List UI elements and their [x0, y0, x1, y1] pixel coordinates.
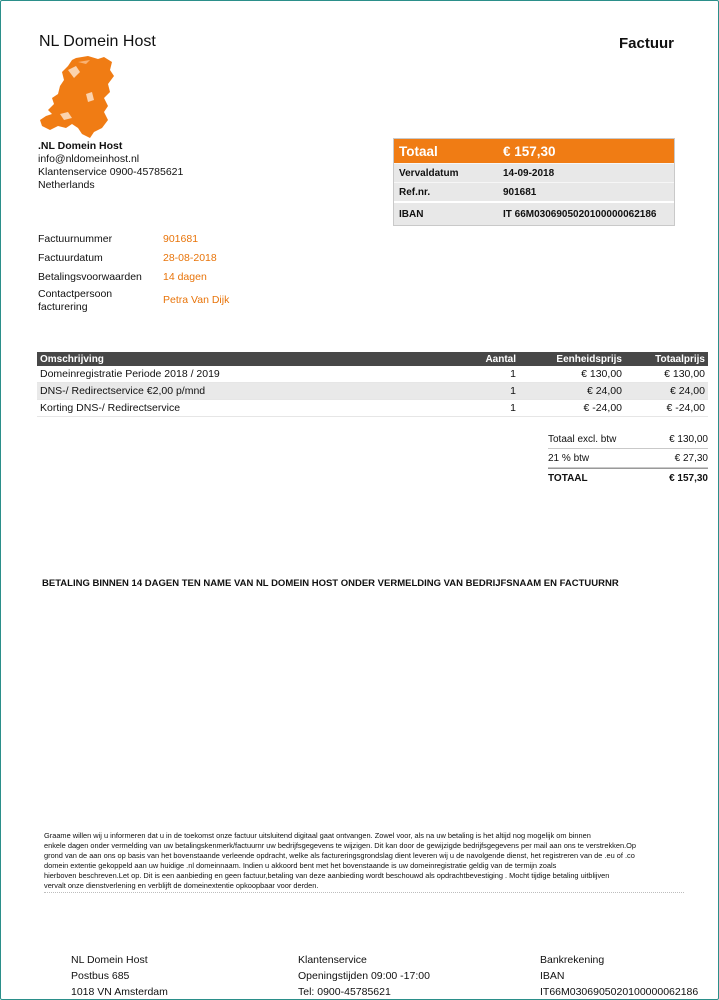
footer-text: Bankrekening: [540, 954, 605, 966]
col-unit-price: Eenheidsprijs: [519, 352, 625, 366]
payment-terms-value: 14 dagen: [163, 271, 207, 283]
footer-text: IT66M0306905020100000062186: [540, 986, 699, 998]
totals-block: [548, 430, 708, 487]
sender-address: [38, 140, 183, 192]
footer-text: Postbus 685: [71, 970, 130, 982]
vat-value: € 27,30: [674, 452, 708, 464]
total-label: Totaal: [399, 143, 438, 159]
footer-text: Tel: 0900-45785621: [298, 986, 391, 998]
total-header: [394, 139, 674, 163]
company-name: NL Domein Host: [39, 33, 156, 50]
footer-text: 1018 VN Amsterdam: [71, 986, 168, 998]
summary-row: [394, 201, 674, 225]
line-items-table: [37, 352, 708, 417]
item-description: Korting DNS-/ Redirectservice: [37, 400, 463, 417]
netherlands-map-icon: [38, 54, 122, 138]
footer-text: Openingstijden 09:00 -17:00: [298, 970, 430, 982]
table-row: [37, 366, 708, 383]
due-date-value: 14-09-2018: [503, 167, 555, 179]
item-description: DNS-/ Redirectservice €2,00 p/mnd: [37, 383, 463, 400]
payment-terms-label: Betalingsvoorwaarden: [38, 271, 142, 283]
col-description: Omschrijving: [37, 352, 463, 366]
item-total: € 130,00: [625, 366, 708, 383]
payment-notice: BETALING BINNEN 14 DAGEN TEN NAME VAN NL DOMEIN HOST ONDER VERMELDING VAN BEDRIJFSNAAM EN FACTUURNR: [42, 578, 619, 589]
item-unit-price: € -24,00: [519, 400, 625, 417]
sender-country: Netherlands: [38, 179, 95, 191]
ref-label: Ref.nr.: [399, 186, 431, 198]
item-quantity: 1: [463, 383, 519, 400]
item-total: € -24,00: [625, 400, 708, 417]
contact-label: Contactpersoon facturering: [38, 288, 113, 313]
item-quantity: 1: [463, 400, 519, 417]
contact-value: Petra Van Dijk: [163, 294, 230, 306]
document-title: Factuur: [618, 35, 674, 52]
divider: [44, 892, 684, 893]
footer-bank: [540, 952, 698, 1000]
subtotal-label: Totaal excl. btw: [548, 433, 617, 445]
fine-print-line: grond van de aan ons op basis van het bovenstaande verleende opdracht, welke als factureringsgrondslag dient leveren wij u de navolgende dienst, het registreren van de .eu of .co: [44, 851, 635, 861]
iban-value: IT 66M0306905020100000062186: [503, 208, 657, 220]
grand-total-value: € 157,30: [669, 472, 708, 484]
sender-service: Klantenservice 0900-45785621: [38, 166, 184, 178]
iban-label: IBAN: [399, 208, 424, 220]
invoice-date-value: 28-08-2018: [163, 252, 217, 264]
table-row: [37, 383, 708, 400]
due-date-label: Vervaldatum: [399, 167, 459, 179]
invoice-number-value: 901681: [163, 233, 199, 245]
footer-text: Klantenservice: [298, 954, 367, 966]
footer-text: NL Domein Host: [71, 954, 148, 966]
summary-row: [394, 163, 674, 182]
item-description: Domeinregistratie Periode 2018 / 2019: [37, 366, 463, 383]
invoice-summary-box: [393, 138, 675, 226]
invoice-date-label: Factuurdatum: [38, 252, 103, 264]
sender-name: .NL Domein Host: [38, 140, 123, 152]
fine-print-line: enkele dagen onder vermelding van uw betalingskenmerk/factuurnr uw bedrijfsgegevens te wijzigen. Dit kan door de gewijzigde bedrijfsgegevens per mail aan ons te verstrekken.Op: [44, 841, 636, 851]
col-total-price: Totaalprijs: [625, 352, 708, 366]
fine-print: [44, 831, 694, 892]
invoice-number-label: Factuurnummer: [38, 233, 113, 245]
item-total: € 24,00: [625, 383, 708, 400]
item-quantity: 1: [463, 366, 519, 383]
subtotal-row: [548, 430, 708, 449]
total-value: € 157,30: [503, 143, 556, 159]
grand-total-label: TOTAAL: [548, 472, 588, 484]
footer-text: IBAN: [540, 970, 565, 982]
vat-label: 21 % btw: [548, 452, 590, 464]
grand-total-row: [548, 468, 708, 487]
table-header-row: [37, 352, 708, 366]
fine-print-line: Graame willen wij u informeren dat u in de toekomst onze factuur uitsluitend digitaal gaat ontvangen. Zowel voor, als na uw betaling is het altijd nog mogelijk om binnen: [44, 831, 591, 840]
summary-row: [394, 182, 674, 201]
ref-value: 901681: [503, 186, 537, 198]
col-quantity: Aantal: [463, 352, 519, 366]
footer-company: [71, 952, 168, 1000]
table-row: [37, 400, 708, 417]
fine-print-line: domein extentie gekoppeld aan uw huidige .nl domeinnaam. Indien u akkoord bent met het bovenstaande is uw domeinregistratie geldig van de termijn zoals: [44, 861, 557, 871]
fine-print-line: hierboven beschreven.Let op. Dit is een aanbieding en geen factuur,betaling van deze aanbieding wordt beschouwd als opdrachtbevestiging . Mocht tijdige betaling uitblijven: [44, 871, 610, 881]
vat-row: [548, 449, 708, 468]
fine-print-line: vervalt onze dienstverlening en verblijft de domeinextentie opkoopbaar voor derden.: [44, 881, 319, 891]
subtotal-value: € 130,00: [669, 433, 708, 445]
item-unit-price: € 130,00: [519, 366, 625, 383]
sender-email: info@nldomeinhost.nl: [38, 153, 140, 165]
footer-service: [298, 952, 430, 1000]
item-unit-price: € 24,00: [519, 383, 625, 400]
